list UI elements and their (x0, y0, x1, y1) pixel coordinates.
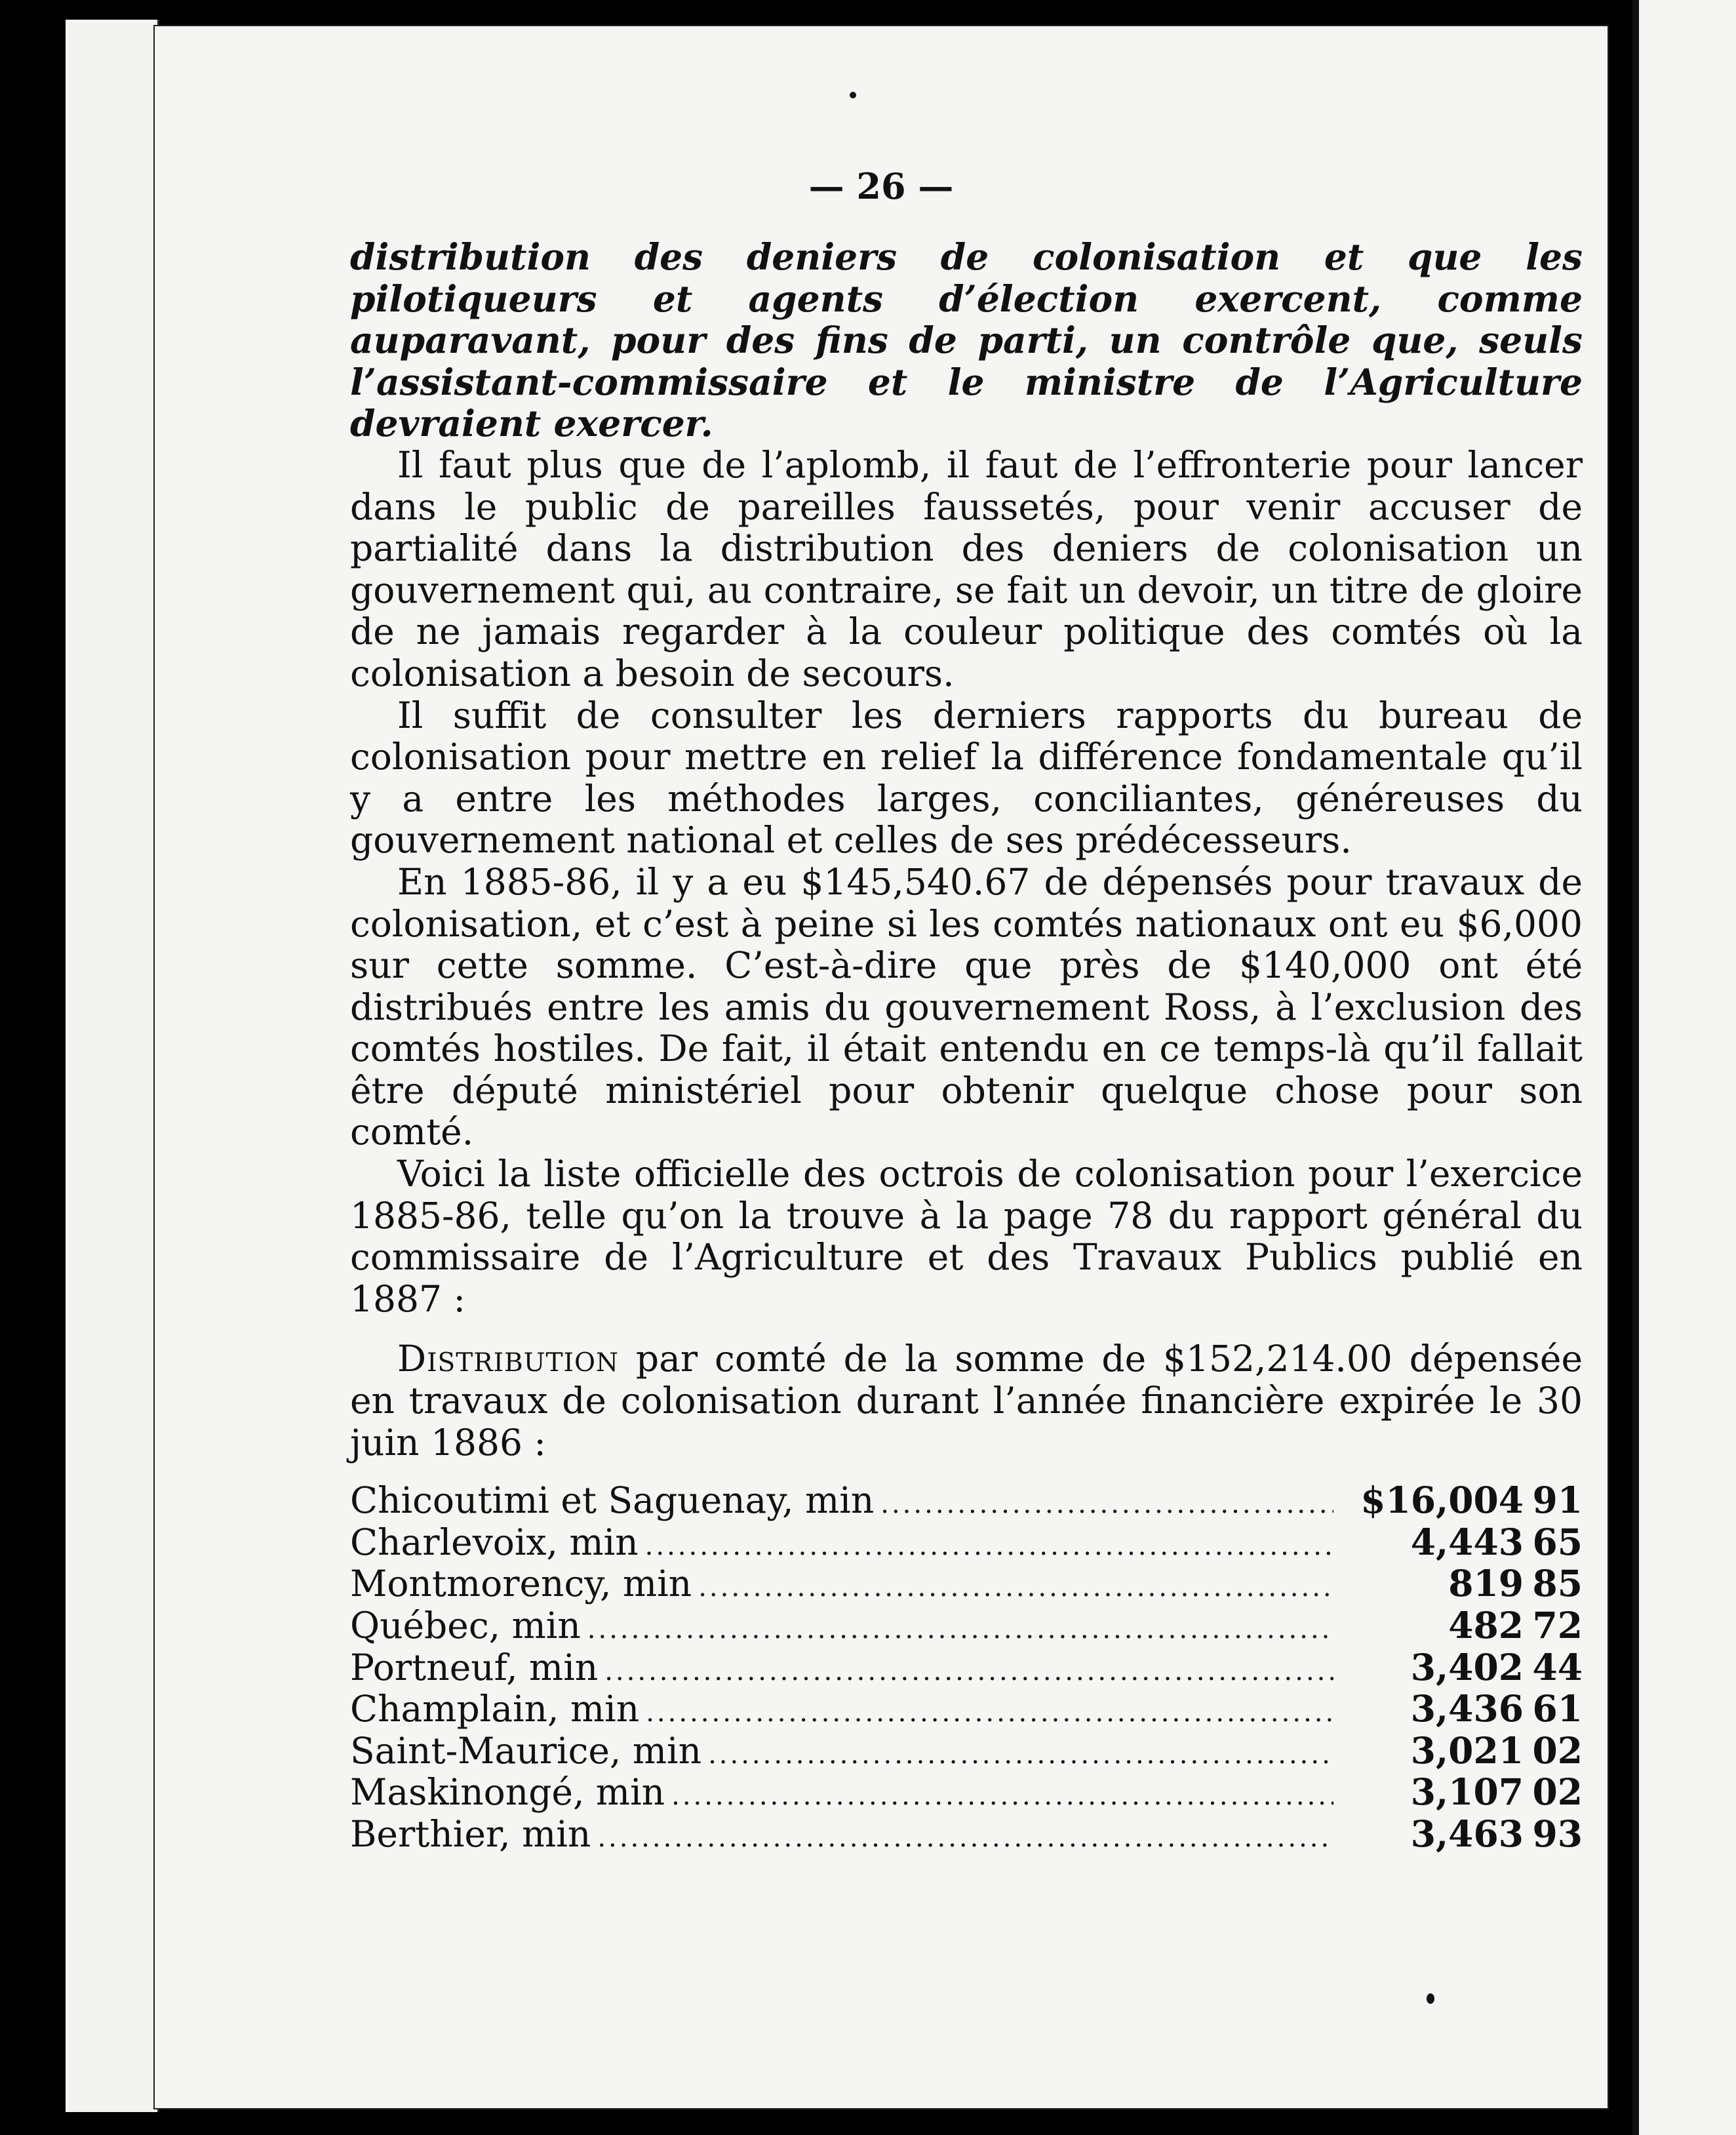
county-name: Saint-Maurice, min (350, 1729, 702, 1772)
amount-cents: 65 (1532, 1520, 1583, 1563)
paragraph: Il faut plus que de l’aplomb, il faut de l’effronterie pour lancer dans le public de pareilles faussetés, pour venir accuser de partialité dans la distribution des deniers de colonisation un gouvernement qui, au contraire, se fait un devoir, un titre de gloire de ne jamais regarder à la couleur politique des comtés où la colonisation a besoin de secours. (350, 443, 1583, 694)
amount-dollars: 819 (1448, 1562, 1524, 1605)
leader-dots (698, 1567, 1333, 1609)
page-body (350, 236, 1583, 1855)
paragraph: En 1885-86, il y a eu $145,540.67 de dépensés pour travaux de colonisation, et c’est à peine si les comtés nationaux ont eu $6,000 sur cette somme. C’est-à-dire que près de $140,000 ont été distribués entre les amis du gouvernement Ross, à l’exclusion des comtés hostiles. De fait, il était entendu en ce temps-là qu’il fallait être député ministériel pour obtenir quelque chose pour son comté. (350, 860, 1583, 1153)
leader-dots (604, 1651, 1333, 1693)
amount-cents: 61 (1532, 1687, 1583, 1730)
table-row (350, 1730, 1583, 1772)
table-row (350, 1688, 1583, 1730)
table-row (350, 1813, 1583, 1855)
table-caption (350, 1338, 1583, 1464)
page-edge (66, 20, 87, 2112)
paragraph: Il suffit de consulter les derniers rapports du bureau de colonisation pour mettre en relief la différence fondamentale qu’il y a entre les méthodes larges, conciliantes, généreuses du gouvernement national et celles de ses prédécesseurs. (350, 694, 1583, 862)
caption-text: par comté de la somme de $152,214.00 dépensée en travaux de colonisation durant l’année financière expirée le 30 juin 1886 : (350, 1338, 1583, 1464)
table-row (350, 1646, 1583, 1688)
county-name: Chicoutimi et Saguenay, min (350, 1479, 875, 1522)
leader-dots (587, 1609, 1333, 1651)
county-name: Montmorency, min (350, 1563, 692, 1605)
amount-dollars: $16,004 (1360, 1479, 1524, 1522)
county-name: Québec, min (350, 1605, 581, 1646)
amount-cents: 93 (1532, 1812, 1583, 1855)
ink-speck (850, 92, 856, 98)
amount-dollars: 3,402 (1410, 1645, 1524, 1688)
paragraph: Voici la liste officielle des octrois de colonisation pour l’exercice 1885-86, telle qu’on la trouve à la page 78 du rapport général du commissaire de l’Agriculture et des Travaux Publics publié en 1887 : (350, 1153, 1583, 1320)
page-number: — 26 — (808, 165, 954, 207)
leader-dots (671, 1776, 1333, 1818)
amount-cents: 72 (1532, 1604, 1583, 1646)
amount-dollars: 4,443 (1410, 1520, 1524, 1563)
paragraph-continuation: distribution des deniers de colonisation et que les pilotiqueurs et agents d’élection exercent, comme auparavant, pour des fins de parti, un contrôle que, seuls l’assistant-commissaire et le ministre de l’Agriculture devraient exercer. (350, 235, 1583, 445)
page-edge (125, 20, 146, 2112)
table-row (350, 1479, 1583, 1521)
county-name: Portneuf, min (350, 1646, 599, 1688)
leader-dots (645, 1526, 1333, 1568)
next-page-edge (1632, 0, 1736, 2135)
distribution-table (350, 1479, 1583, 1854)
table-row (350, 1563, 1583, 1605)
leader-dots (708, 1734, 1333, 1776)
ink-speck (1427, 1993, 1434, 2004)
amount-cents: 02 (1532, 1728, 1583, 1772)
page-edge (105, 20, 127, 2112)
amount-dollars: 482 (1448, 1604, 1524, 1646)
leader-dots (597, 1818, 1333, 1860)
leader-dots (646, 1692, 1333, 1734)
amount-cents: 44 (1532, 1645, 1583, 1688)
book-page (155, 26, 1608, 2108)
leader-dots (880, 1484, 1333, 1526)
table-row (350, 1521, 1583, 1563)
caption-lead: Distribution (397, 1338, 620, 1380)
table-row (350, 1605, 1583, 1646)
page-edge (85, 20, 107, 2112)
amount-dollars: 3,107 (1410, 1770, 1524, 1814)
county-name: Maskinongé, min (350, 1771, 665, 1814)
amount-cents: 91 (1532, 1479, 1583, 1522)
county-name: Charlevoix, min (350, 1521, 639, 1563)
amount-dollars: 3,463 (1410, 1812, 1524, 1855)
amount-cents: 85 (1532, 1562, 1583, 1605)
amount-dollars: 3,021 (1410, 1728, 1524, 1772)
county-name: Champlain, min (350, 1688, 640, 1730)
amount-cents: 02 (1532, 1770, 1583, 1814)
table-row (350, 1771, 1583, 1813)
county-name: Berthier, min (350, 1812, 591, 1855)
amount-dollars: 3,436 (1410, 1687, 1524, 1730)
